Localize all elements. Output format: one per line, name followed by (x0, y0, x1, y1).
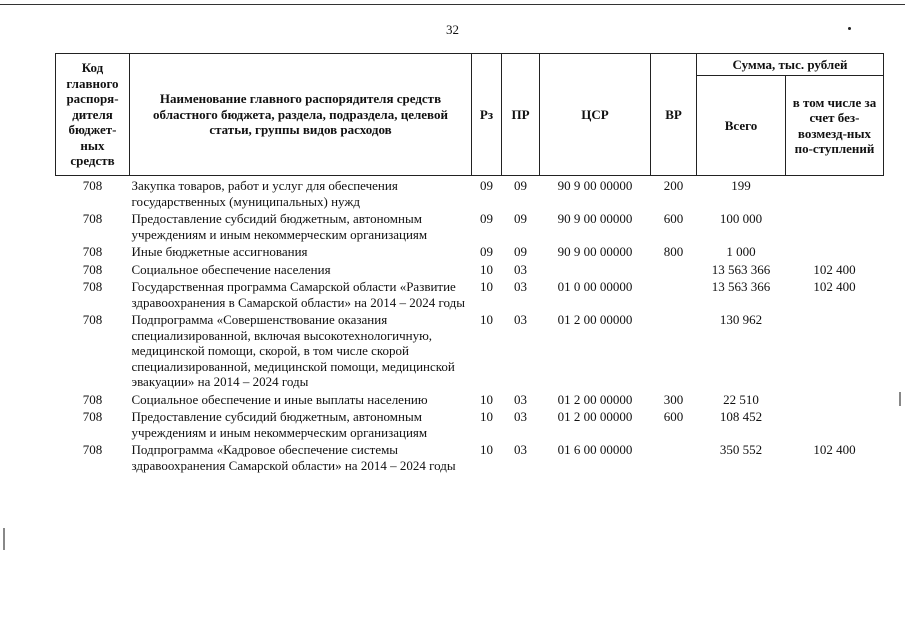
cell-code: 708 (82, 391, 103, 407)
cell-csr: 90 9 00 00000 (557, 178, 633, 193)
cell-rz: 09 (480, 211, 493, 226)
cell-total: 130 962 (719, 312, 763, 327)
scan-edge-mark (899, 392, 901, 406)
cell-total: 350 552 (719, 442, 763, 457)
cell-free: 102 400 (813, 279, 856, 294)
cell-free (786, 409, 884, 442)
header-csr: ЦСР (540, 54, 651, 176)
cell-vr (651, 262, 697, 280)
header-pr: ПР (502, 54, 540, 176)
cell-name: Иные бюджетные ассигнования (131, 244, 308, 259)
budget-table (55, 53, 884, 475)
cell-csr: 01 2 00 00000 (557, 409, 633, 424)
cell-csr: 01 2 00 00000 (557, 391, 633, 407)
cell-pr: 03 (514, 409, 527, 424)
cell-csr: 01 2 00 00000 (557, 312, 633, 327)
cell-free (786, 244, 884, 262)
cell-rz: 10 (480, 261, 493, 277)
cell-vr: 200 (663, 178, 684, 193)
cell-total: 22 510 (723, 391, 759, 407)
cell-pr: 03 (514, 312, 527, 327)
cell-code: 708 (82, 312, 103, 327)
cell-total: 199 (731, 178, 751, 193)
cell-rz: 10 (480, 279, 493, 294)
cell-free (786, 392, 884, 410)
scan-dot (848, 27, 851, 30)
cell-csr: 01 0 00 00000 (557, 279, 633, 294)
table-row (56, 211, 884, 244)
cell-code: 708 (82, 211, 103, 226)
cell-vr (651, 442, 697, 475)
cell-code: 708 (82, 178, 103, 193)
cell-vr: 800 (663, 244, 684, 259)
cell-rz: 09 (480, 244, 493, 259)
cell-rz: 10 (480, 391, 493, 407)
header-free: в том числе за счет без-возмезд-ных по-ступлений (786, 76, 884, 176)
cell-code: 708 (82, 279, 103, 294)
cell-name: Подпрограмма «Кадровое обеспечение системы здравоохранения Самарской области» на 2014 – 2024 годы (131, 442, 456, 473)
cell-csr: 90 9 00 00000 (557, 211, 633, 226)
cell-csr (540, 262, 651, 280)
cell-total: 100 000 (719, 211, 763, 226)
cell-vr: 600 (663, 211, 684, 226)
cell-vr (651, 279, 697, 312)
table-body (56, 176, 884, 476)
cell-code: 708 (82, 261, 103, 277)
cell-vr: 300 (663, 391, 684, 407)
page-number: 32 (446, 22, 459, 37)
cell-rz: 10 (480, 312, 493, 327)
cell-free (786, 211, 884, 244)
table-row (56, 244, 884, 262)
table-row (56, 262, 884, 280)
cell-name: Закупка товаров, работ и услуг для обеспечения государственных (муниципальных) нужд (131, 178, 398, 209)
cell-total: 13 563 366 (711, 261, 771, 277)
cell-name: Предоставление субсидий бюджетным, автономным учреждениям и иным некоммерческим организациям (131, 409, 428, 440)
cell-rz: 10 (480, 409, 493, 424)
header-code: Код главного распоря-дителя бюджет-ных средств (56, 54, 130, 176)
cell-code: 708 (82, 244, 103, 259)
cell-total: 1 000 (726, 244, 756, 259)
cell-csr: 01 6 00 00000 (557, 442, 633, 457)
table-row (56, 312, 884, 392)
cell-rz: 09 (480, 178, 493, 193)
cell-free: 102 400 (813, 261, 856, 277)
table-row (56, 279, 884, 312)
header-rz: Рз (472, 54, 502, 176)
cell-vr (651, 312, 697, 392)
cell-code: 708 (82, 409, 103, 424)
cell-code: 708 (82, 442, 103, 457)
table-row (56, 409, 884, 442)
cell-name: Предоставление субсидий бюджетным, автономным учреждениям и иным некоммерческим организациям (131, 211, 428, 242)
cell-total: 13 563 366 (711, 279, 771, 294)
cell-rz: 10 (480, 442, 493, 457)
header-sum: Сумма, тыс. рублей (697, 54, 884, 76)
cell-name: Государственная программа Самарской области «Развитие здравоохранения в Самарской области» на 2014 – 2024 годы (131, 279, 465, 310)
cell-pr: 03 (514, 279, 527, 294)
table-row (56, 176, 884, 212)
cell-free (786, 176, 884, 212)
cell-pr: 03 (514, 391, 527, 407)
cell-pr: 09 (514, 178, 527, 193)
cell-name: Социальное обеспечение населения (131, 261, 331, 277)
header-name: Наименование главного распорядителя средств областного бюджета, раздела, подраздела, целевой статьи, группы видов расходов (130, 54, 472, 176)
cell-csr: 90 9 00 00000 (557, 244, 633, 259)
scan-edge-mark (3, 528, 5, 550)
cell-free (786, 312, 884, 392)
cell-vr: 600 (663, 409, 684, 424)
top-rule (0, 4, 905, 5)
cell-name: Социальное обеспечение и иные выплаты населению (131, 391, 428, 407)
table-row (56, 442, 884, 475)
cell-pr: 09 (514, 244, 527, 259)
cell-pr: 03 (514, 261, 527, 277)
header-total: Всего (697, 76, 786, 176)
cell-total: 108 452 (719, 409, 763, 424)
cell-pr: 03 (514, 442, 527, 457)
cell-name: Подпрограмма «Совершенствование оказания специализированной, включая высокотехнологичную, медицинской помощи, скорой, в том числе скорой специализированной, медицинской помощи, медицинской эвакуации» на 2014 – 2024 годы (131, 312, 455, 389)
cell-free: 102 400 (813, 442, 856, 457)
table-row (56, 392, 884, 410)
header-vr: ВР (651, 54, 697, 176)
cell-pr: 09 (514, 211, 527, 226)
